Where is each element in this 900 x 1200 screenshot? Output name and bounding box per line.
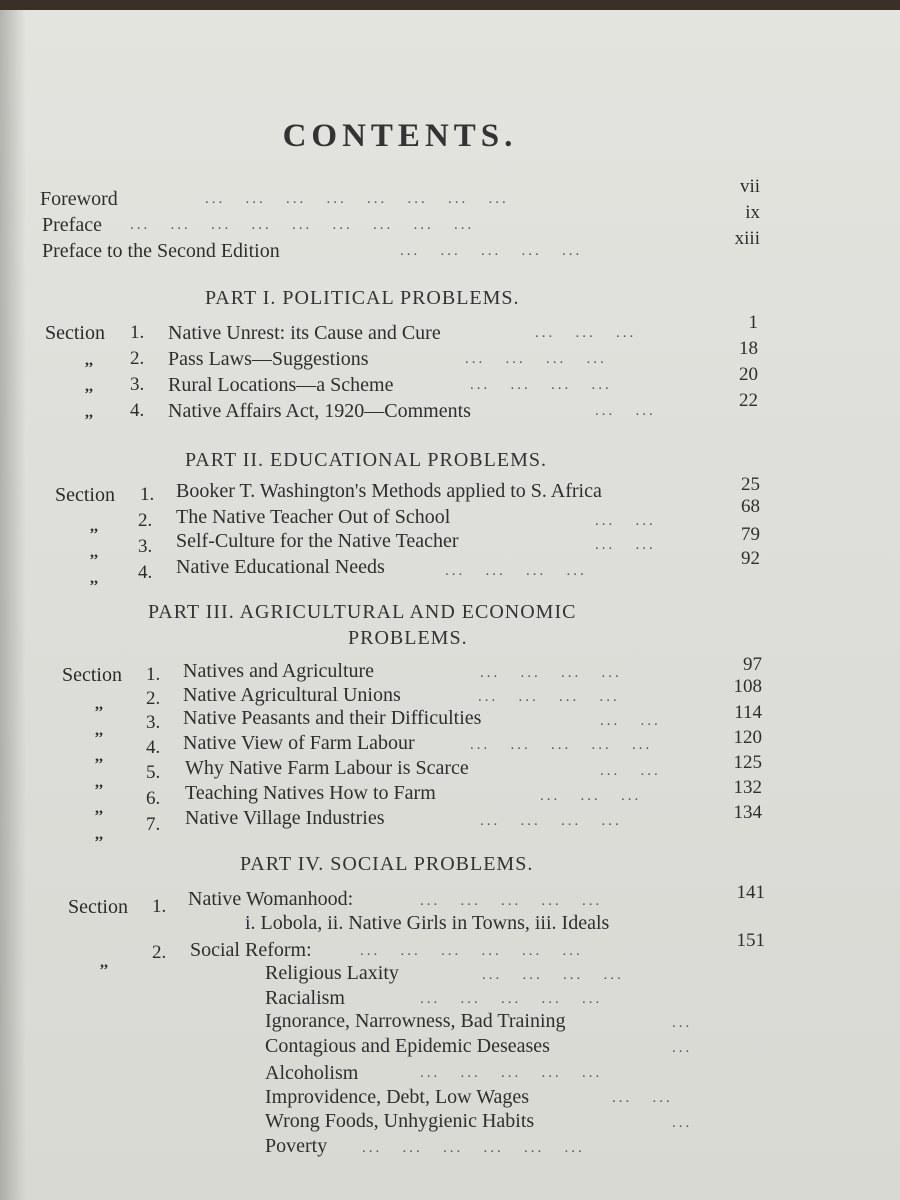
part-heading-continued: PROBLEMS. — [348, 627, 468, 649]
section-label: Section — [55, 484, 115, 506]
leader-dots: ... ... ... ... ... — [420, 991, 603, 1007]
section-number: 3. — [146, 712, 161, 733]
toc-entry-title: Native Agricultural Unions — [183, 684, 401, 706]
toc-subentry: i. Lobola, ii. Native Girls in Towns, iii. Ideals — [245, 912, 610, 934]
section-number: 1. — [140, 484, 155, 505]
leader-dots: ... ... — [600, 713, 661, 729]
page-number: 18 — [739, 338, 758, 359]
toc-subentry: Contagious and Epidemic Deseases — [265, 1035, 550, 1057]
leader-dots: ... ... — [595, 513, 656, 529]
page-number: 134 — [733, 802, 762, 823]
leader-dots: ... ... ... ... — [480, 813, 622, 829]
leader-dots: ... ... ... — [540, 788, 642, 804]
ditto-mark: ,, — [85, 378, 93, 395]
page-number: 141 — [736, 882, 765, 903]
part-heading: PART III. AGRICULTURAL AND ECONOMIC — [148, 601, 577, 623]
page-number: 68 — [741, 496, 760, 517]
page-number: 132 — [733, 777, 762, 798]
toc-subentry: Poverty — [265, 1135, 328, 1157]
leader-dots: ... ... ... ... ... ... ... ... ... — [130, 217, 475, 233]
page-number: 25 — [741, 474, 760, 495]
leader-dots: ... ... — [600, 763, 661, 779]
toc-entry-title: Native Village Industries — [185, 807, 385, 829]
section-label: Section — [68, 896, 128, 918]
part-heading: PART I. POLITICAL PROBLEMS. — [205, 287, 520, 309]
ditto-mark: ,, — [95, 748, 103, 765]
page-number: vii — [739, 176, 760, 197]
page-number: 125 — [733, 752, 762, 773]
ditto-mark: ,, — [95, 722, 103, 739]
toc-entry-title: Teaching Natives How to Farm — [185, 782, 436, 804]
section-number: 2. — [130, 348, 145, 369]
toc-preface-second: Preface to the Second Edition — [42, 240, 280, 262]
part-heading: PART IV. SOCIAL PROBLEMS. — [240, 853, 534, 875]
page-number: 108 — [733, 676, 762, 697]
section-label: Section — [45, 322, 105, 344]
section-number: 3. — [130, 374, 145, 395]
leader-dots: ... ... ... ... — [480, 665, 622, 681]
page-number: xiii — [734, 228, 760, 249]
toc-entry-title: Why Native Farm Labour is Scarce — [185, 757, 469, 779]
toc-subentry: Racialism — [265, 987, 345, 1009]
page-number: 120 — [733, 727, 762, 748]
leader-dots: ... ... — [612, 1090, 673, 1106]
section-number: 6. — [146, 788, 161, 809]
leader-dots: ... ... ... ... ... ... — [362, 1140, 585, 1156]
section-number: 1. — [146, 664, 161, 685]
toc-entry-title: Native Affairs Act, 1920—Comments — [168, 400, 471, 422]
ditto-mark: ,, — [95, 800, 103, 817]
toc-entry-title: Native View of Farm Labour — [183, 732, 415, 754]
toc-subentry: Wrong Foods, Unhygienic Habits — [265, 1110, 535, 1132]
toc-foreword: Foreword — [40, 188, 118, 210]
leader-dots: ... ... ... ... — [445, 563, 587, 579]
section-number: 2. — [152, 942, 167, 963]
toc-entry-title: Native Womanhood: — [188, 888, 354, 910]
leader-dots: ... ... ... ... ... — [420, 893, 603, 909]
page-number: 151 — [736, 930, 765, 951]
page-number: 20 — [739, 364, 758, 385]
leader-dots: ... ... ... ... — [478, 689, 620, 705]
page-number: 97 — [743, 654, 762, 675]
section-number: 7. — [146, 814, 161, 835]
toc-subentry: Alcoholism — [265, 1062, 359, 1084]
leader-dots: ... ... ... ... — [482, 967, 624, 983]
leader-dots: ... — [672, 1015, 693, 1031]
section-number: 4. — [130, 400, 145, 421]
toc-entry-title: The Native Teacher Out of School — [176, 506, 451, 528]
leader-dots: ... ... — [595, 537, 656, 553]
ditto-mark: ,, — [85, 352, 93, 369]
leader-dots: ... ... ... ... ... ... ... ... — [205, 191, 509, 207]
section-number: 3. — [138, 536, 153, 557]
leader-dots: ... ... ... ... — [470, 377, 612, 393]
leader-dots: ... ... ... ... ... — [400, 243, 583, 259]
page-number: 92 — [741, 548, 760, 569]
section-number: 5. — [146, 762, 161, 783]
ditto-mark: ,, — [90, 570, 98, 587]
section-number: 2. — [146, 688, 161, 709]
toc-preface: Preface — [42, 214, 102, 236]
section-number: 4. — [138, 562, 153, 583]
part-heading: PART II. EDUCATIONAL PROBLEMS. — [185, 449, 547, 471]
binding-shadow — [0, 10, 26, 1200]
leader-dots: ... ... ... ... ... ... — [360, 943, 583, 959]
section-label: Section — [62, 664, 122, 686]
leader-dots: ... ... — [595, 403, 656, 419]
toc-entry-title: Native Peasants and their Difficulties — [183, 707, 482, 729]
toc-entry-title: Native Educational Needs — [176, 556, 385, 578]
section-number: 4. — [146, 737, 161, 758]
section-number: 1. — [152, 896, 167, 917]
toc-subentry: Improvidence, Debt, Low Wages — [265, 1086, 530, 1108]
page-number: 79 — [741, 524, 760, 545]
ditto-mark: ,, — [90, 544, 98, 561]
leader-dots: ... ... ... ... ... — [470, 737, 653, 753]
toc-entry-title: Native Unrest: its Cause and Cure — [168, 322, 441, 344]
toc-entry-title: Self-Culture for the Native Teacher — [176, 530, 459, 552]
page-number: 114 — [734, 702, 762, 723]
page-number: ix — [745, 202, 760, 223]
section-number: 2. — [138, 510, 153, 531]
toc-entry-title: Social Reform: — [190, 939, 312, 961]
leader-dots: ... — [672, 1040, 693, 1056]
toc-entry-title: Pass Laws—Suggestions — [168, 348, 369, 370]
ditto-mark: ,, — [90, 518, 98, 535]
leader-dots: ... ... ... ... — [465, 351, 607, 367]
page-number: 22 — [739, 390, 758, 411]
ditto-mark: ,, — [85, 404, 93, 421]
page-top-edge — [0, 0, 900, 10]
ditto-mark: ,, — [95, 696, 103, 713]
ditto-mark: ,, — [100, 954, 108, 971]
toc-entry-title: Rural Locations—a Scheme — [168, 374, 394, 396]
toc-entry-title: Booker T. Washington's Methods applied to S. Africa — [176, 480, 602, 502]
page-number: 1 — [748, 312, 758, 333]
toc-entry-title: Natives and Agriculture — [183, 660, 375, 682]
contents-title: CONTENTS. — [282, 118, 518, 154]
ditto-mark: ,, — [95, 826, 103, 843]
leader-dots: ... ... ... ... ... — [420, 1065, 603, 1081]
leader-dots: ... — [672, 1115, 693, 1131]
ditto-mark: ,, — [95, 774, 103, 791]
toc-subentry: Ignorance, Narrowness, Bad Training — [265, 1010, 566, 1032]
leader-dots: ... ... ... — [535, 325, 637, 341]
section-number: 1. — [130, 322, 145, 343]
toc-subentry: Religious Laxity — [265, 962, 399, 984]
